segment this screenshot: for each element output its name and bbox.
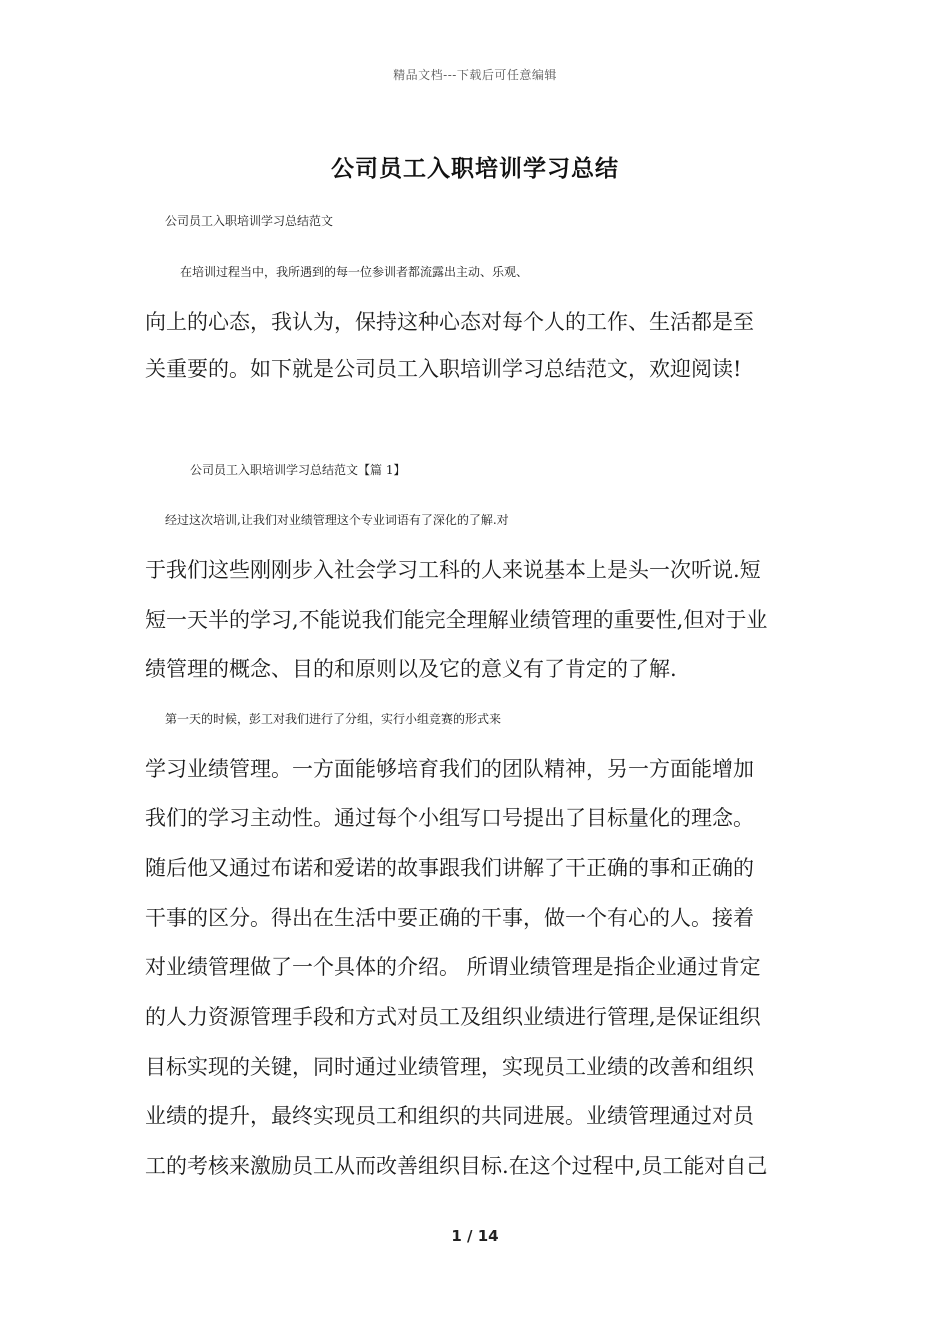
paragraph-line: 干事的区分。得出在生活中要正确的干事，做一个有心的人。接着 [145,906,754,930]
paragraph-line: 经过这次培训,让我们对业绩管理这个专业词语有了深化的了解.对 [165,513,509,527]
paragraph-line: 随后他又通过布诺和爱诺的故事跟我们讲解了干正确的事和正确的 [145,856,754,880]
paragraph-line: 目标实现的关键，同时通过业绩管理，实现员工业绩的改善和组织 [145,1055,754,1079]
paragraph-line: 绩管理的概念、目的和原则以及它的意义有了肯定的了解. [145,657,677,681]
header-note: 精品文档---下载后可任意编辑 [393,68,557,82]
paragraph-line: 的人力资源管理手段和方式对员工及组织业绩进行管理,是保证组织 [145,1005,761,1029]
paragraph-line: 短一天半的学习,不能说我们能完全理解业绩管理的重要性,但对于业 [145,608,768,632]
intro-line: 向上的心态，我认为，保持这种心态对每个人的工作、生活都是至 [145,310,754,334]
section-heading: 公司员工入职培训学习总结范文【篇 1】 [190,463,406,477]
intro-line: 在培训过程当中，我所遇到的每一位参训者都流露出主动、乐观、 [180,265,529,279]
paragraph-line: 业绩的提升，最终实现员工和组织的共同进展。业绩管理通过对员 [145,1104,754,1128]
paragraph-line: 对业绩管理做了一个具体的介绍。 所谓业绩管理是指企业通过肯定 [145,955,761,979]
document-subtitle: 公司员工入职培训学习总结范文 [165,214,334,228]
paragraph-line: 学习业绩管理。一方面能够培育我们的团队精神，另一方面能增加 [145,757,754,781]
intro-line: 关重要的。如下就是公司员工入职培训学习总结范文，欢迎阅读! [145,357,742,381]
paragraph-line: 于我们这些刚刚步入社会学习工科的人来说基本上是头一次听说.短 [145,558,761,582]
page-number: 1 / 14 [451,1227,499,1245]
document-title: 公司员工入职培训学习总结 [331,155,619,182]
paragraph-line: 第一天的时候，彭工对我们进行了分组，实行小组竞赛的形式来 [165,712,502,726]
paragraph-line: 工的考核来激励员工从而改善组织目标.在这个过程中,员工能对自己 [145,1154,768,1178]
paragraph-line: 我们的学习主动性。通过每个小组写口号提出了目标量化的理念。 [145,806,754,830]
